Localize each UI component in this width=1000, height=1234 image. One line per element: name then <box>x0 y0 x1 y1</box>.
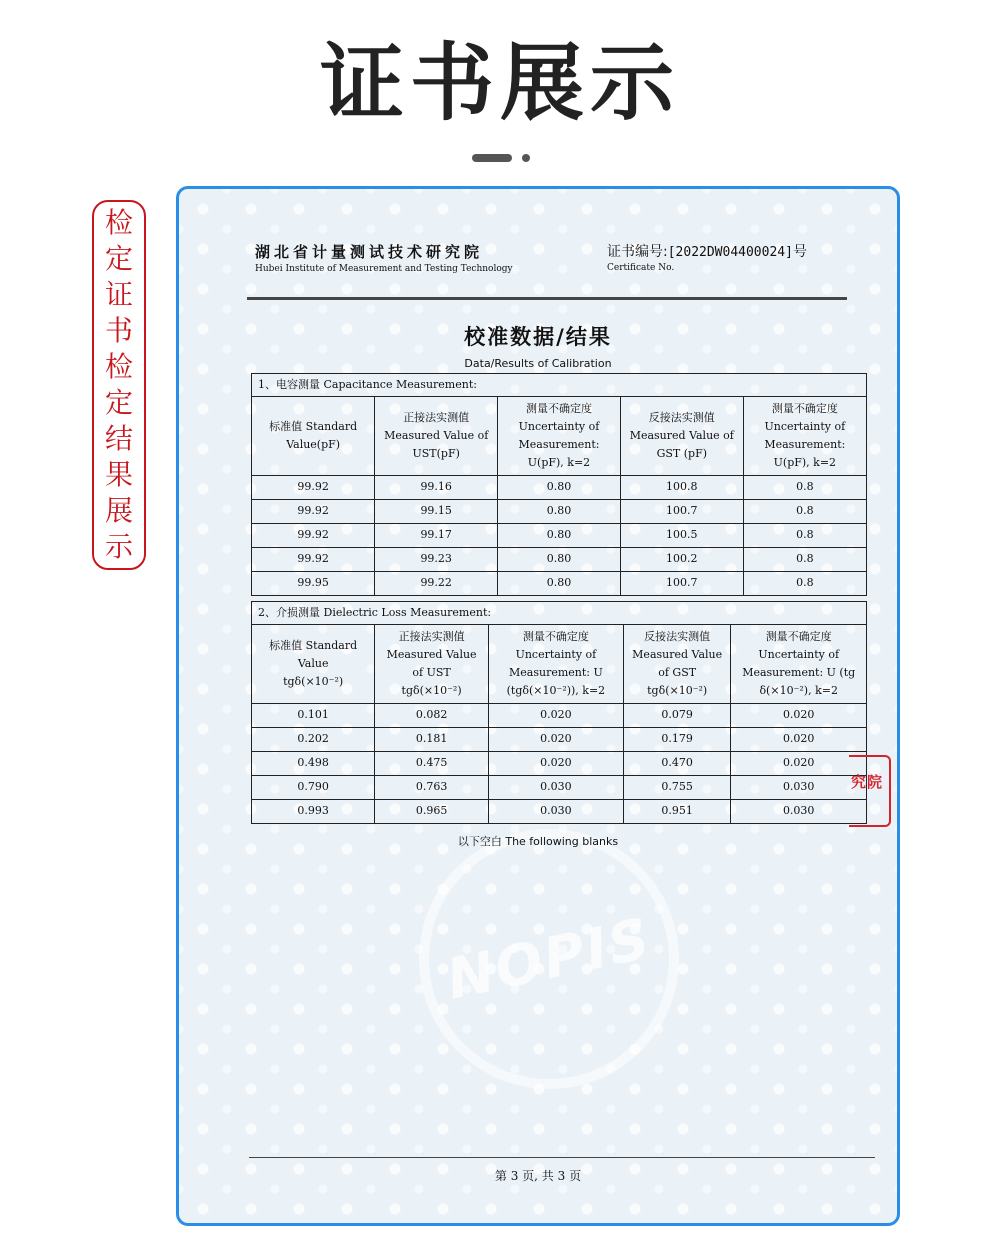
table-cell: 0.030 <box>488 799 623 823</box>
table-cell: 100.5 <box>620 523 743 547</box>
table-cell: 0.030 <box>731 799 866 823</box>
capacitance-table <box>251 373 867 596</box>
column-header: 测量不确定度 Uncertainty of Measurement: U(pF), k=2 <box>743 397 866 475</box>
table-cell: 0.965 <box>375 799 489 823</box>
table-cell: 0.8 <box>743 547 866 571</box>
doc-subtitle: Data/Results of Calibration <box>464 357 612 370</box>
table-cell: 0.020 <box>731 727 866 751</box>
table-cell: 0.80 <box>498 499 621 523</box>
side-label-char: 证 <box>104 278 133 311</box>
table-cell: 0.181 <box>375 727 489 751</box>
table-cell: 0.80 <box>498 523 621 547</box>
table-cell: 0.470 <box>623 751 730 775</box>
table-cell: 0.202 <box>252 727 375 751</box>
table-cell: 0.951 <box>623 799 730 823</box>
cert-no-value: [2022DW04400024] <box>667 245 793 260</box>
table-cell: 99.92 <box>252 523 375 547</box>
column-header: 测量不确定度 Uncertainty of Measurement: U (tgδ(×10⁻²)), k=2 <box>488 625 623 703</box>
table-cell: 100.2 <box>620 547 743 571</box>
cert-no-label: 证书编号: <box>607 244 668 260</box>
table-cell: 0.993 <box>252 799 375 823</box>
column-header: 正接法实测值 Measured Value of UST(pF) <box>375 397 498 475</box>
table-cell: 0.790 <box>252 775 375 799</box>
table-cell: 99.23 <box>375 547 498 571</box>
table-row <box>252 523 866 547</box>
column-header: 反接法实测值 Measured Value of GST tgδ(×10⁻²) <box>623 625 730 703</box>
table-cell: 0.475 <box>375 751 489 775</box>
section-label: 2、介损测量 Dielectric Loss Measurement: <box>252 602 866 625</box>
table-cell: 99.92 <box>252 547 375 571</box>
table-cell: 99.95 <box>252 571 375 595</box>
table-cell: 0.082 <box>375 703 489 727</box>
table-cell: 100.7 <box>620 499 743 523</box>
table-cell: 0.020 <box>488 727 623 751</box>
table-row <box>252 571 866 595</box>
table-cell: 99.16 <box>375 475 498 499</box>
table-cell: 0.020 <box>731 751 866 775</box>
side-label-char: 书 <box>104 314 133 347</box>
page-number: 第 3 页, 共 3 页 <box>494 1169 582 1183</box>
following-blanks-note: 以下空白 The following blanks <box>457 835 619 848</box>
title-deco-dot <box>522 154 530 162</box>
table-cell: 0.80 <box>498 571 621 595</box>
column-header: 测量不确定度 Uncertainty of Measurement: U (tg δ(×10⁻²), k=2 <box>731 625 866 703</box>
certificate-number <box>607 241 807 273</box>
title-deco-bar <box>472 154 512 162</box>
table-row <box>252 475 866 499</box>
table-cell: 99.92 <box>252 475 375 499</box>
side-label <box>92 200 146 570</box>
table-cell: 0.079 <box>623 703 730 727</box>
side-label-char: 结 <box>104 422 133 455</box>
seal-text: 究院 <box>851 773 884 791</box>
cert-no-suffix: 号 <box>792 244 807 260</box>
side-label-char: 展 <box>104 494 133 527</box>
table-cell: 0.020 <box>488 703 623 727</box>
table-row <box>252 727 866 751</box>
side-label-char: 定 <box>104 386 133 419</box>
header-divider <box>247 297 847 300</box>
table-cell: 0.755 <box>623 775 730 799</box>
table-cell: 0.020 <box>731 703 866 727</box>
side-label-char: 检 <box>104 206 133 239</box>
table-row <box>252 547 866 571</box>
column-header: 测量不确定度 Uncertainty of Measurement: U(pF), k=2 <box>498 397 621 475</box>
table-cell: 100.8 <box>620 475 743 499</box>
table-cell: 99.22 <box>375 571 498 595</box>
footer-divider <box>249 1157 875 1158</box>
table-cell: 0.030 <box>488 775 623 799</box>
dielectric-loss-table <box>251 601 867 824</box>
doc-title: 校准数据/结果 <box>464 325 612 349</box>
table-cell: 100.7 <box>620 571 743 595</box>
table-row <box>252 775 866 799</box>
watermark-text: NOPIS <box>441 905 657 1013</box>
watermark-logo <box>395 805 703 1113</box>
institution-name-en: Hubei Institute of Measurement and Testing Technology <box>255 264 513 274</box>
table-row <box>252 703 866 727</box>
column-header: 反接法实测值 Measured Value of GST (pF) <box>620 397 743 475</box>
table-cell: 99.17 <box>375 523 498 547</box>
section-label: 1、电容测量 Capacitance Measurement: <box>252 374 866 397</box>
side-label-char: 检 <box>104 350 133 383</box>
institution-name-cn: 湖北省计量测试技术研究院 <box>255 243 484 261</box>
cert-no-label-en: Certificate No. <box>607 263 675 273</box>
table-row <box>252 751 866 775</box>
institution-header <box>255 241 513 274</box>
table-cell: 99.15 <box>375 499 498 523</box>
table-cell: 0.8 <box>743 475 866 499</box>
page-title: 证书展示 <box>319 34 680 132</box>
table-row <box>252 499 866 523</box>
side-label-char: 果 <box>104 458 133 491</box>
table-cell: 0.763 <box>375 775 489 799</box>
table-cell: 0.8 <box>743 571 866 595</box>
table-cell: 99.92 <box>252 499 375 523</box>
column-header: 正接法实测值 Measured Value of UST tgδ(×10⁻²) <box>375 625 489 703</box>
table-cell: 0.101 <box>252 703 375 727</box>
column-header: 标准值 Standard Value(pF) <box>252 397 375 475</box>
table-cell: 0.8 <box>743 523 866 547</box>
table-cell: 0.80 <box>498 475 621 499</box>
table-cell: 0.80 <box>498 547 621 571</box>
table-cell: 0.179 <box>623 727 730 751</box>
table-row <box>252 799 866 823</box>
table-cell: 0.8 <box>743 499 866 523</box>
certificate-image <box>176 186 900 1226</box>
side-label-char: 示 <box>104 530 133 563</box>
table-cell: 0.030 <box>731 775 866 799</box>
table-cell: 0.020 <box>488 751 623 775</box>
table-cell: 0.498 <box>252 751 375 775</box>
side-label-char: 定 <box>104 242 133 275</box>
column-header: 标准值 Standard Value tgδ(×10⁻²) <box>252 625 375 703</box>
